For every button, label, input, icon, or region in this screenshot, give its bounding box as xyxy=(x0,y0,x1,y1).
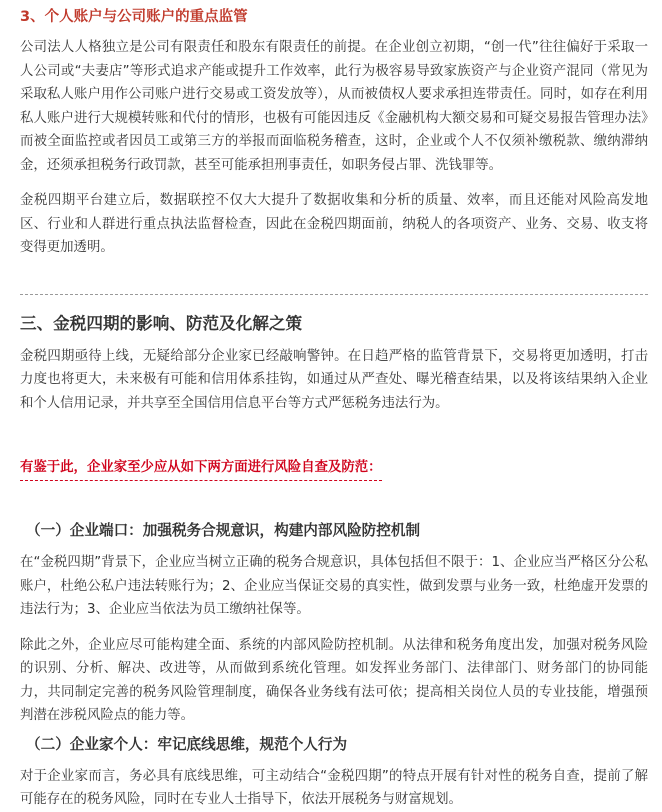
section-divider xyxy=(20,294,648,295)
section-main-heading: 三、金税四期的影响、防范及化解之策 xyxy=(20,313,303,333)
highlight-notice: 有鉴于此，企业家至少应从如下两方面进行风险自查及防范： xyxy=(20,457,382,481)
section-3-paragraph-2: 金税四期平台建立后，数据联控不仅大大提升了数据收集和分析的质量、效率，而且还能对风险高发地区、行业和人群进行重点执法监督检查，因此在金税四期面前，纳税人的各项资产、业务、交易、收支将变得更加透明。 xyxy=(20,193,648,255)
subsection-1-heading: （一）企业端口：加强税务合规意识，构建内部风险防控机制 xyxy=(26,522,421,539)
subsection-1-paragraph-1: 在“金税四期”背景下，企业应当树立正确的税务合规意识，具体包括但不限于：1、企业应当严格区分公私账户，杜绝公私户违法转账行为；2、企业应当保证交易的真实性，做到发票与业务一致，杜绝虚开发票的违法行为；3、企业应当依法为员工缴纳社保等。 xyxy=(20,555,648,617)
section-main-paragraph: 金税四期亟待上线，无疑给部分企业家已经敲响警钟。在日趋严格的监管背景下，交易将更加透明，打击力度也将更大，未来极有可能和信用体系挂钩，如通过从严查处、曝光稽查结果，以及将该结果纳入企业和个人信用记录，并共享至全国信用信息平台等方式严惩税务违法行为。 xyxy=(20,348,648,411)
section-3-heading: 3、个人账户与公司账户的重点监管 xyxy=(20,9,248,25)
subsection-2-paragraph-1: 对于企业家而言，务必具有底线思维，可主动结合“金税四期”的特点开展有针对性的税务自查，提前了解可能存在的税务风险，同时在专业人士指导下，依法开展税务与财富规划。 xyxy=(20,768,648,807)
section-3-paragraph-1: 公司法人人格独立是公司有限责任和股东有限责任的前提。在企业创立初期，“创一代”往往偏好于采取一人公司或“夫妻店”等形式追求产能或提升工作效率，此行为极容易导致家族资产与企业资产混同（常见为采取私人账户用作公司账户进行交易或工资发放等），从而被债权人要求承担连带责任。同时，如存在利用私人账户进行大规模转账和代付的情形，也极有可能因违反《金融机构大额交易和可疑交易报告管理办法》而被全面监控或者因员工或第三方的举报而面临税务稽查，这时，企业或个人不仅须补缴税款、缴纳滞纳金，还须承担税务行政罚款，甚至可能承担刑事责任，如职务侵占罪、洗钱罪等。 xyxy=(20,40,648,173)
subsection-1-paragraph-2: 除此之外，企业应尽可能构建全面、系统的内部风险防控机制。从法律和税务角度出发，加强对税务风险的识别、分析、解决、改进等，从而做到系统化管理。如发挥业务部门、法律部门、财务部门的协同能力，共同制定完善的税务风险管理制度，确保各业务线有法可依；提高相关岗位人员的专业技能，增强预判潜在涉税风险点的能力等。 xyxy=(20,637,648,723)
subsection-2-heading: （二）企业家个人：牢记底线思维，规范个人行为 xyxy=(26,735,348,753)
